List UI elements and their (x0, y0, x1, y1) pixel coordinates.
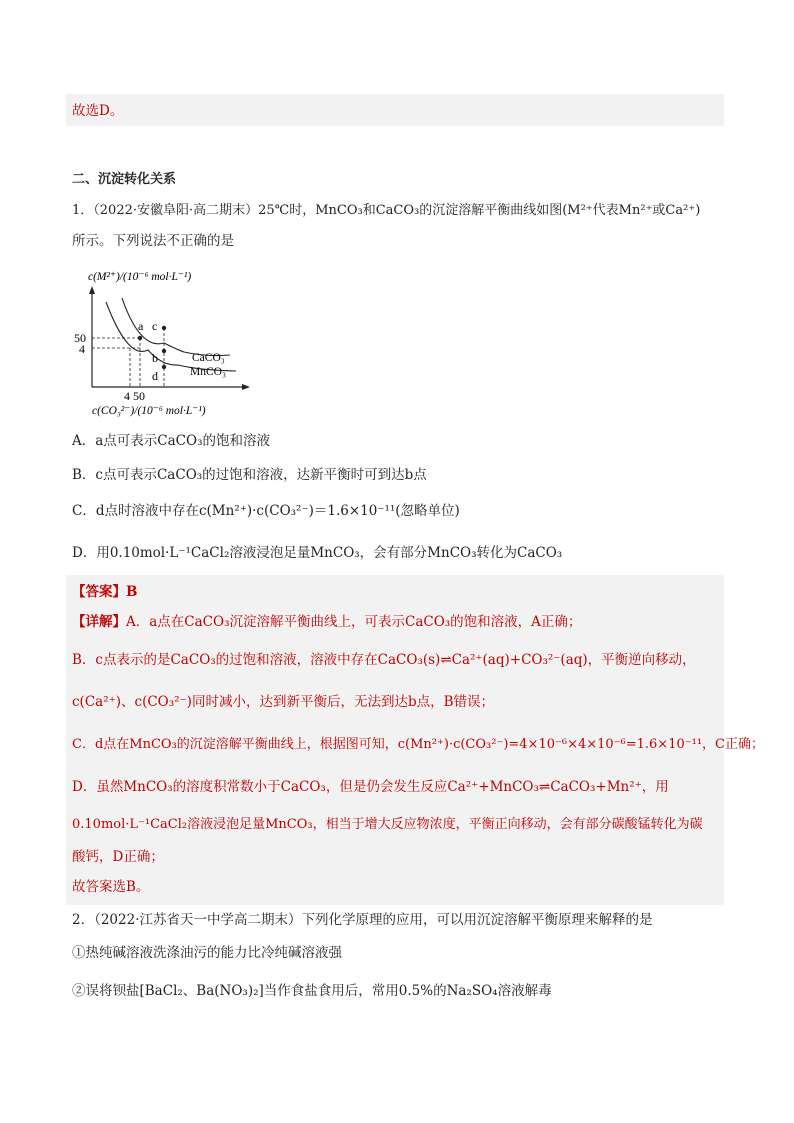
x-axis-label: c(CO₃²⁻)/(10⁻⁶ mol·L⁻¹) (92, 405, 206, 417)
point-a (138, 336, 142, 340)
detail-conclusion: 故答案选B。 (72, 879, 150, 895)
detail-d-line3: 酸钙，D正确； (72, 849, 164, 865)
x-ticks: 4 50 (124, 389, 145, 403)
answer-label: 【答案】B (72, 584, 138, 600)
prev-conclusion: 故选D。 (72, 103, 124, 119)
option-c: C．d点时溶液中存在c(Mn²⁺)·c(CO₃²⁻)＝1.6×10⁻¹¹(忽略单位) (72, 503, 460, 519)
y-axis-label: c(M²⁺)/(10⁻⁶ mol·L⁻¹) (88, 271, 192, 283)
label-a: a (138, 319, 144, 333)
q1-stem-line1: 1．（2022·安徽阜阳·高二期末）25℃时，MnCO₃和CaCO₃的沉淀溶解平衡曲线如图(M²⁺代表Mn²⁺或Ca²⁺) (72, 203, 701, 218)
y-tick-4: 4 (79, 342, 85, 356)
point-c (162, 326, 166, 330)
detail-c: C．d点在MnCO₃的沉淀溶解平衡曲线上，根据图可知，c(Mn²⁺)·c(CO₃²⁻)=4×10⁻⁶×4×10⁻⁶=1.6×10⁻¹¹，C正确； (72, 737, 764, 752)
label-c: c (152, 319, 158, 333)
option-a: A．a点可表示CaCO₃的饱和溶液 (72, 433, 270, 449)
detail-label: 【详解】 (72, 614, 126, 630)
x-axis-arrow (242, 384, 250, 390)
point-b (162, 349, 166, 353)
q2-item1: ①热纯碱溶液洗涤油污的能力比冷纯碱溶液强 (72, 945, 342, 961)
detail-b-line2: c(Ca²⁺)、c(CO₃²⁻)同时减小，达到新平衡后，无法到达b点，B错误； (72, 694, 495, 710)
q2-stem: 2．（2022·江苏省天一中学高二期末）下列化学原理的应用，可以用沉淀溶解平衡原理来解释的是 (72, 912, 653, 928)
curve-label-caco3: CaCO₃ (192, 352, 225, 364)
y-tick-50: 50 (74, 331, 86, 345)
curve-label-mnco3: MnCO₃ (190, 366, 226, 378)
detail-b-line1: B．c点表示的是CaCO₃的过饱和溶液，溶液中存在CaCO₃(s)⇌Ca²⁺(aq)+CO₃²⁻(aq)，平衡逆向移动， (72, 652, 696, 668)
option-d: D．用0.10mol·L⁻¹CaCl₂溶液浸泡足量MnCO₃，会有部分MnCO₃转化为CaCO₃ (72, 545, 563, 561)
q2-item2: ②误将钡盐[BaCl₂、Ba(NO₃)₂]当作食盐食用后，常用0.5%的Na₂SO₄溶液解毒 (72, 983, 552, 999)
label-d: d (152, 369, 158, 383)
point-d (162, 365, 166, 369)
detail-d-line2: 0.10mol·L⁻¹CaCl₂溶液浸泡足量MnCO₃，相当于增大反应物浓度，平衡正向移动，会有部分碳酸锰转化为碳 (72, 817, 703, 832)
y-axis-arrow (89, 286, 95, 294)
detail-d-line1: D．虽然MnCO₃的溶度积常数小于CaCO₃，但是仍会发生反应Ca²⁺+MnCO₃⇌CaCO₃+Mn²⁺，用 (72, 779, 669, 795)
label-b: b (152, 351, 158, 365)
detail-a-text: A．a点在CaCO₃沉淀溶解平衡曲线上，可表示CaCO₃的饱和溶液，A正确； (126, 614, 582, 630)
section-title: 二、沉淀转化关系 (72, 172, 177, 187)
detail-a (72, 612, 581, 632)
solubility-equilibrium-figure (66, 262, 256, 422)
prev-answer-block (66, 94, 724, 126)
option-b: B．c点可表示CaCO₃的过饱和溶液，达新平衡时可到达b点 (72, 467, 427, 483)
q1-stem-line2: 所示。下列说法不正确的是 (72, 233, 234, 249)
